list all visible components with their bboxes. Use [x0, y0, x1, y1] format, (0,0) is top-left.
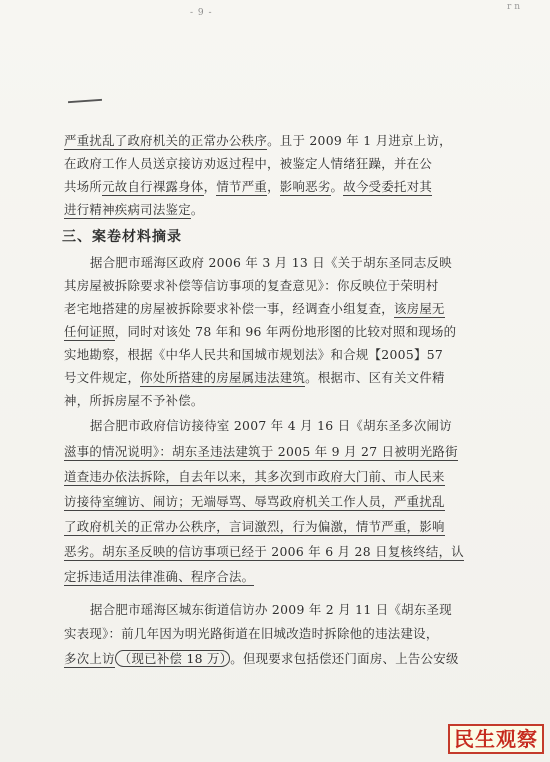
- p3-line5: [64, 521, 445, 533]
- underlined-text: 情节严重: [216, 179, 268, 194]
- p2-line4: [64, 326, 456, 338]
- p1-line1: [64, 135, 452, 147]
- underlined-text: 定拆违适用法律准确、程序合法。: [64, 569, 255, 584]
- underlined-text: 进行精神疾病司法鉴定: [64, 202, 191, 217]
- underlined-text: 情节严重: [355, 519, 407, 534]
- p2-line5: 实地勘察，根据《中华人民共和国城市规划法》和合规【2005】57: [64, 347, 444, 362]
- text: 。根据市、区有关文件精: [305, 370, 445, 385]
- underlined-text: 多次上访: [64, 651, 115, 666]
- page-number-mark: - 9 -: [190, 8, 213, 18]
- circled-text: （现已补偿 18 万）: [115, 650, 230, 667]
- underlined-text: 影响恶劣: [279, 179, 331, 194]
- underlined-text: 访接待室缠访、闹访；无端辱骂、辱骂政府机关工作人员，严重扰乱: [64, 494, 445, 509]
- p2-line7: 神，所拆房屋不予补偿。: [64, 393, 204, 408]
- p1-line3: [64, 181, 432, 193]
- underlined-text: 滋事的情况说明》：胡东圣违法建筑于 2005 年 9 月 27 日被明光路街: [64, 444, 458, 459]
- underlined-text: ，影响: [406, 519, 445, 534]
- corner-mark: r n: [507, 2, 520, 12]
- underlined-text: 故今受委托对其: [343, 179, 433, 194]
- text: 。: [190, 202, 204, 217]
- p3-line1: 据合肥市政府信访接待室 2007 年 4 月 16 日《胡东圣多次闹访: [90, 418, 452, 433]
- underlined-text: 元故自行裸露身体: [102, 179, 204, 194]
- text: 号文件规定，: [64, 370, 141, 385]
- text: 。但现要求包括偿还门面房、上告公安级: [230, 651, 459, 666]
- watermark-stamp: 民生观察: [448, 724, 544, 754]
- p3-line3: [64, 471, 445, 483]
- underlined-text: 你处所搭建的房屋属违法建筑: [140, 370, 306, 385]
- p2-line3: [64, 303, 445, 315]
- p3-line4: [64, 496, 445, 508]
- text: ，: [203, 179, 217, 194]
- p1-line4: [64, 204, 204, 216]
- text: ，同时对该处 78 年和 96 年两份地形图的比较对照和现场的: [114, 324, 457, 339]
- underlined-text: 任何证照: [64, 324, 115, 339]
- p3-line2: [64, 446, 458, 458]
- p3-line6: [64, 546, 464, 558]
- underlined-text: 恶劣。胡东圣反映的信访事项已经于 2006 年 6 月 28 日复核终结，认: [64, 544, 464, 559]
- text: 。: [330, 179, 344, 194]
- section-heading: 三、案卷材料摘录: [62, 229, 182, 245]
- underlined-text: 该房屋无: [393, 301, 445, 316]
- underlined-text: 言词激烈: [228, 519, 280, 534]
- underlined-text: ，行为偏激，: [279, 519, 356, 534]
- p4-line3: [64, 653, 459, 665]
- p2-line1: 据合肥市瑶海区政府 2006 年 3 月 13 日《关于胡东圣同志反映: [90, 255, 452, 270]
- text: 老宅地搭建的房屋被拆除要求补偿一事，经调查小组复查，: [64, 301, 394, 316]
- text: ，: [267, 179, 280, 194]
- p4-line2: 实表现》：前几年因为明光路街道在旧城改造时拆除他的违法建设，: [64, 626, 439, 641]
- underlined-text: 道查违办依法拆除，自去年以来，其多次到市政府大门前、市人民来: [64, 469, 445, 484]
- p1-line2: 在政府工作人员送京接访劝返过程中，被鉴定人情绪狂躁，并在公: [64, 156, 433, 171]
- p2-line2: 其房屋被拆除要求补偿等信访事项的复查意见》：你反映位于荣明村: [64, 278, 439, 293]
- text: 共场所: [64, 179, 103, 194]
- text: 。且于 2009 年 1 月进京上访，: [267, 133, 452, 148]
- pen-dash-mark: [68, 99, 102, 103]
- p3-line7: [64, 571, 254, 583]
- underlined-text: 了政府机关的正常办公秩序，: [64, 519, 229, 534]
- p2-line6: [64, 372, 445, 384]
- p4-line1: 据合肥市瑶海区城东街道信访办 2009 年 2 月 11 日《胡东圣现: [90, 602, 452, 617]
- underlined-text: 严重扰乱了政府机关的正常办公秩序: [64, 133, 268, 148]
